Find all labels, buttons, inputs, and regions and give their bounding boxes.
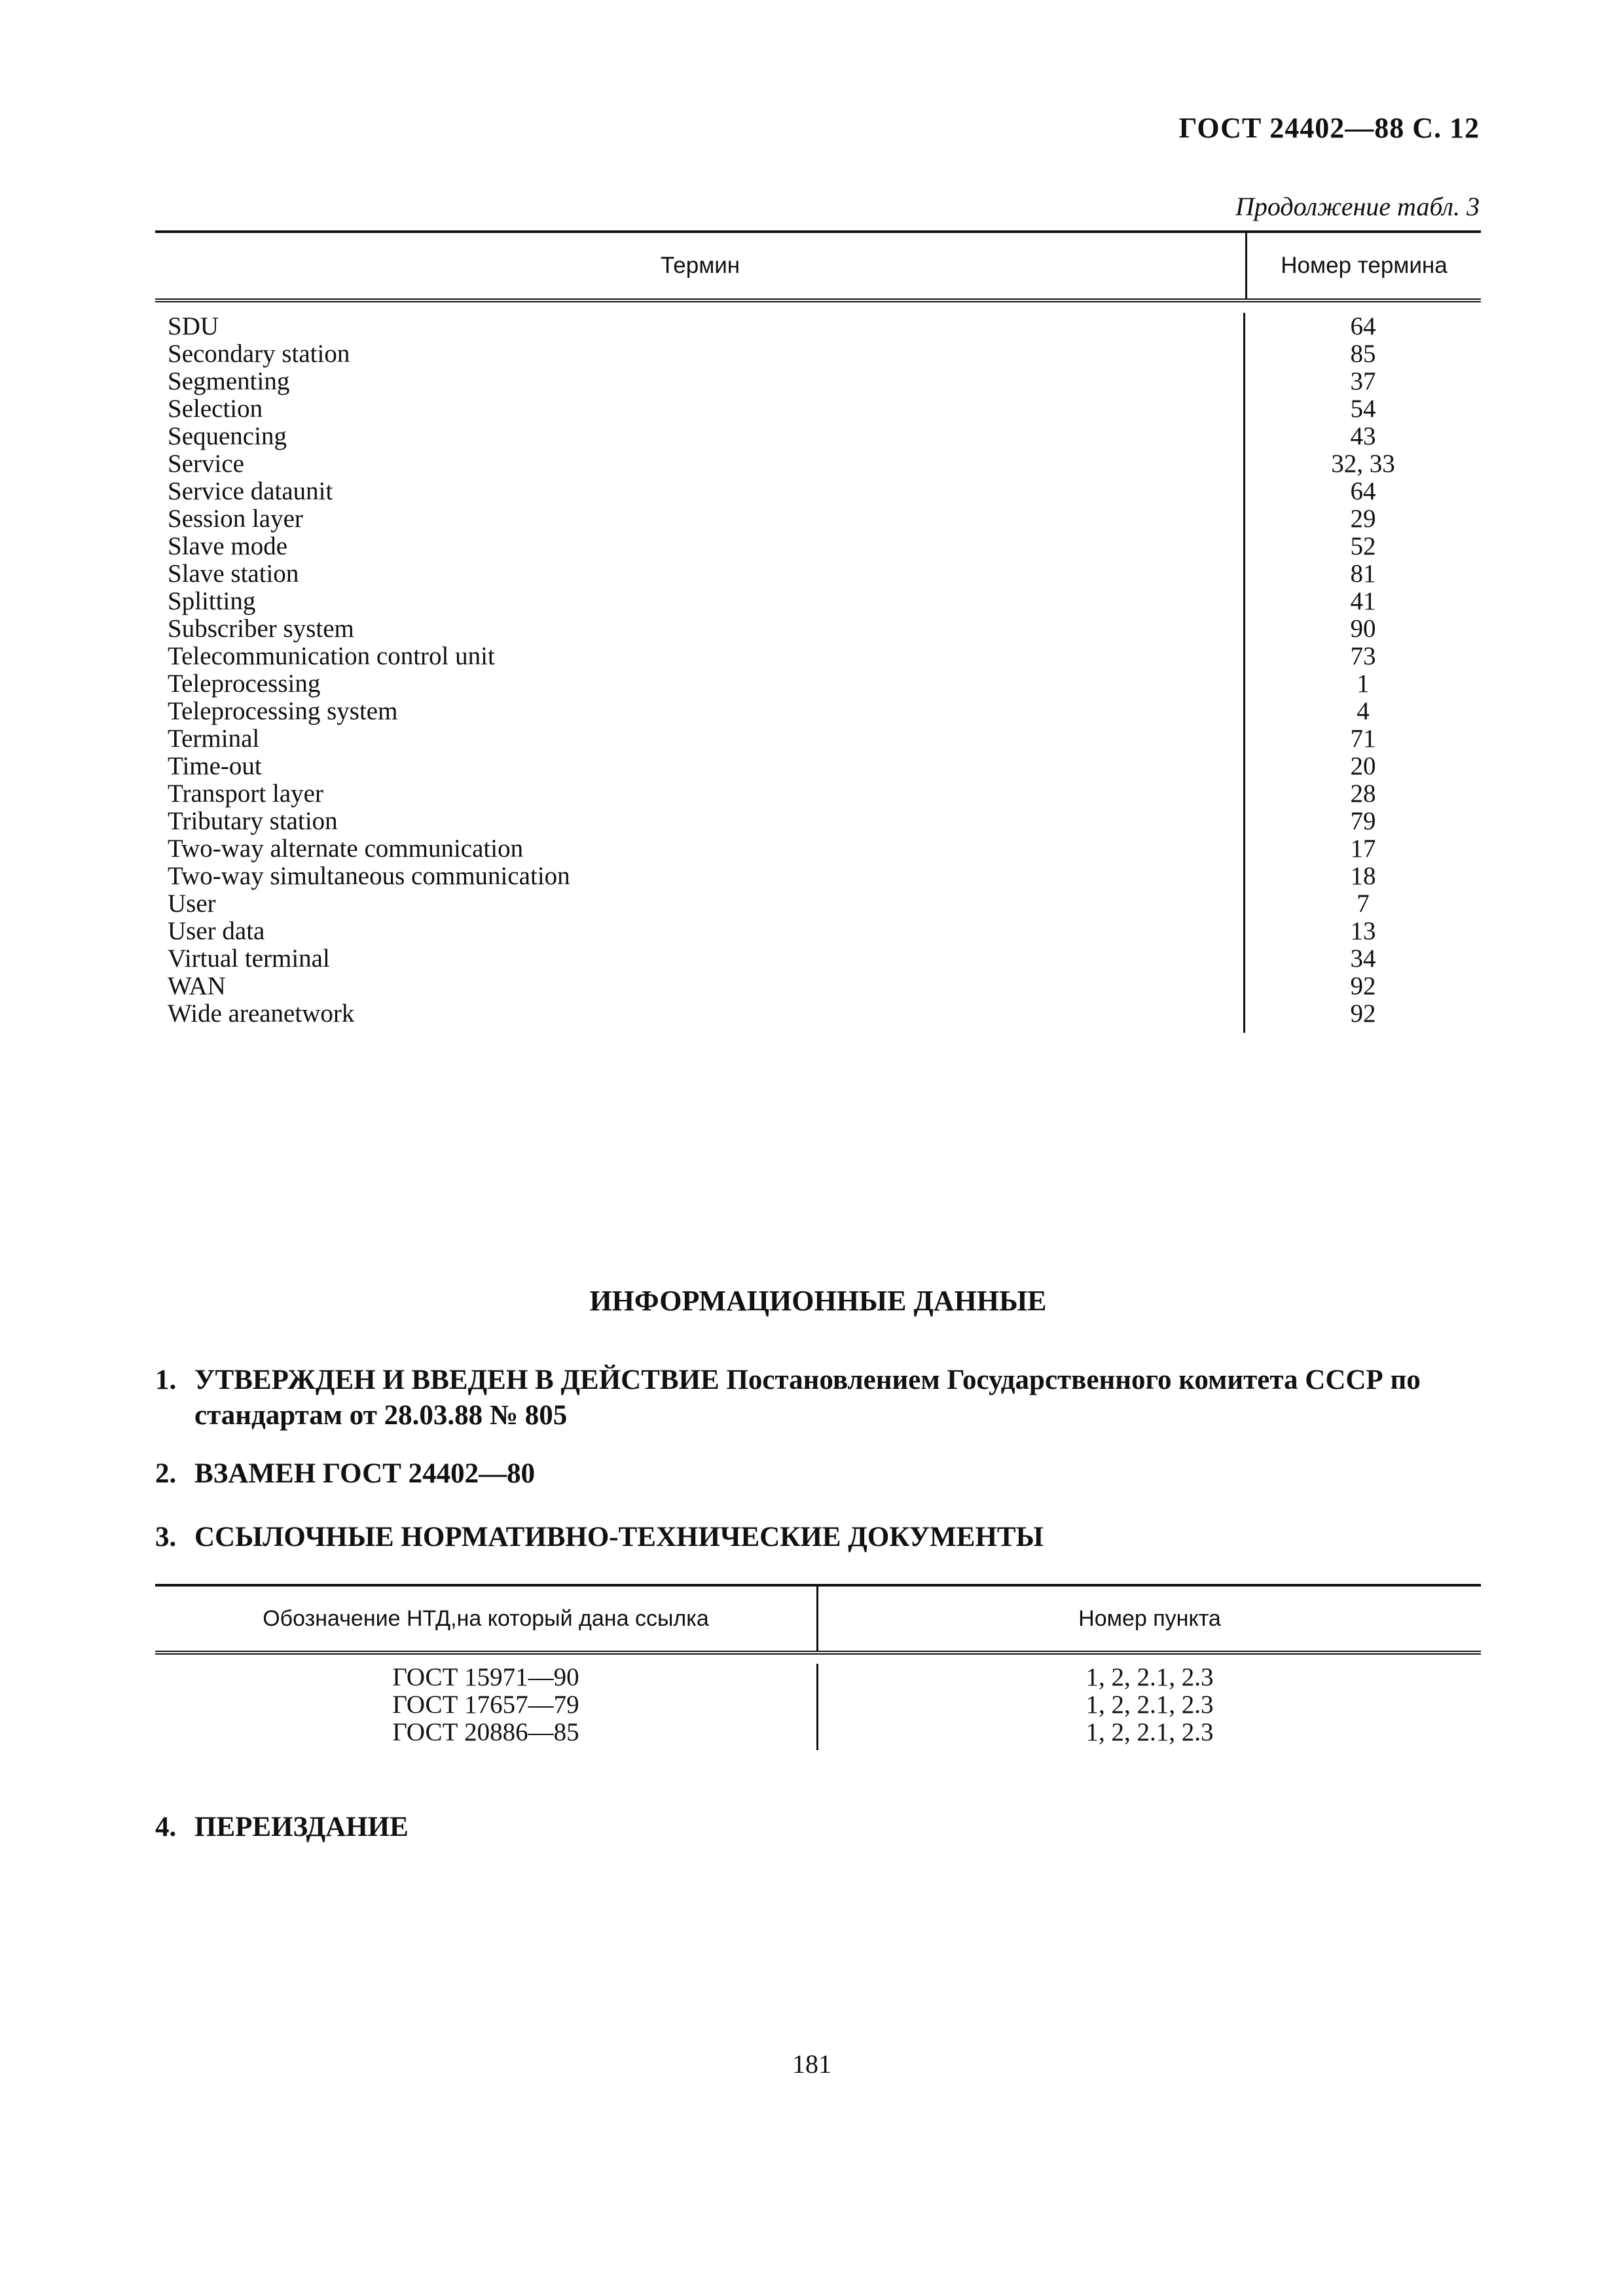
term-number-cell: 54 [1350,395,1376,423]
term-number-cell: 52 [1350,532,1376,560]
term-cell: Time-out [168,752,262,780]
doc-designation-cell: ГОСТ 15971—90 [392,1663,579,1691]
item-number: 4. [155,1812,177,1842]
term-cell: User data [168,917,265,945]
term-number-cell: 28 [1350,780,1376,808]
term-cell: Segmenting [168,367,290,395]
term-number-cell: 17 [1350,834,1376,863]
term-cell: Tributary station [168,807,338,835]
term-cell: Terminal [168,725,260,753]
reference-table-body [155,1655,1481,1750]
term-cell: Wide areanetwork [168,999,355,1028]
item-text: ССЫЛОЧНЫЕ НОРМАТИВНО-ТЕХНИЧЕСКИЕ ДОКУМЕНТЫ [194,1522,1044,1552]
term-column [155,313,1245,1033]
table-continuation-label: Продолжение табл. 3 [1235,192,1480,221]
item-text: ПЕРЕИЗДАНИЕ [194,1812,409,1842]
term-cell: Selection [168,395,263,423]
term-number-cell: 92 [1350,972,1376,1000]
term-cell: Subscriber system [168,615,354,643]
term-number-cell: 73 [1350,642,1376,670]
doc-designation-column [155,1664,818,1750]
term-cell: Teleprocessing [168,670,321,698]
term-cell: SDU [168,312,219,340]
term-cell: Two-way simultaneous communication [168,862,570,890]
term-number-cell: 71 [1350,725,1376,753]
item-number: 1. [155,1365,177,1395]
term-cell: Teleprocessing system [168,697,398,725]
item-number: 3. [155,1522,177,1552]
term-number-cell: 43 [1350,422,1376,450]
term-cell: Sequencing [168,422,287,450]
term-cell: Telecommunication control unit [168,642,495,670]
term-number-column [1245,313,1481,1033]
point-number-column-header: Номер пункта [1078,1605,1221,1631]
term-number-cell: 7 [1357,889,1370,918]
document-reference-header: ГОСТ 24402—88 С. 12 [1178,112,1480,144]
info-item-reissue [155,1810,1481,1845]
info-section-title: ИНФОРМАЦИОННЫЕ ДАННЫЕ [589,1285,1047,1317]
term-number-cell: 64 [1350,312,1376,340]
term-cell: Virtual terminal [168,944,330,973]
info-item-references [155,1520,1481,1555]
doc-designation-cell: ГОСТ 17657—79 [392,1691,579,1719]
term-cell: Transport layer [168,780,323,808]
point-number-cell: 1, 2, 2.1, 2.3 [1085,1691,1214,1719]
term-cell: User [168,889,216,918]
term-cell: Slave mode [168,532,288,560]
term-cell: Splitting [168,587,256,615]
term-cell: Secondary station [168,340,350,368]
terms-table-header [155,233,1481,298]
term-number-cell: 81 [1350,560,1376,588]
term-column-header: Термин [155,233,1247,298]
reference-table-header [155,1587,1481,1651]
term-cell: Service [168,450,244,478]
term-number-cell: 92 [1350,999,1376,1028]
point-number-cell: 1, 2, 2.1, 2.3 [1085,1663,1214,1691]
term-number-cell: 13 [1350,917,1376,945]
term-number-cell: 20 [1350,752,1376,780]
item-text: УТВЕРЖДЕН И ВВЕДЕН В ДЕЙСТВИЕ Постановлением Государственного комитета СССР по стандартам от 28.03.88 № 805 [194,1365,1421,1431]
point-number-cell: 1, 2, 2.1, 2.3 [1085,1718,1214,1746]
term-number-cell: 79 [1350,807,1376,835]
info-item-approved [155,1363,1481,1433]
doc-designation-cell: ГОСТ 20886—85 [392,1718,579,1746]
term-number-cell: 41 [1350,587,1376,615]
item-text: ВЗАМЕН ГОСТ 24402—80 [194,1458,536,1489]
term-cell: WAN [168,972,226,1000]
term-number-cell: 29 [1350,505,1376,533]
term-number-cell: 90 [1350,615,1376,643]
term-cell: Service dataunit [168,477,333,505]
term-number-cell: 1 [1357,670,1370,698]
term-number-column-header: Номер термина [1281,253,1448,278]
term-number-cell: 32, 33 [1331,450,1395,478]
term-cell: Slave station [168,560,299,588]
term-number-cell: 34 [1350,944,1376,973]
term-cell: Two-way alternate communication [168,834,524,863]
term-number-cell: 37 [1350,367,1376,395]
term-number-cell: 4 [1357,697,1370,725]
term-cell: Session layer [168,505,303,533]
point-number-column [818,1664,1481,1750]
item-number: 2. [155,1458,177,1489]
term-number-cell: 64 [1350,477,1376,505]
term-number-cell: 85 [1350,340,1376,368]
page-number: 181 [792,2049,831,2079]
terms-table [155,230,1481,1033]
terms-table-body [155,302,1481,1033]
info-item-replaces [155,1456,1481,1492]
doc-designation-column-header: Обозначение НТД,на который дана ссылка [155,1587,818,1651]
term-number-cell: 18 [1350,862,1376,890]
reference-documents-table [155,1584,1481,1750]
